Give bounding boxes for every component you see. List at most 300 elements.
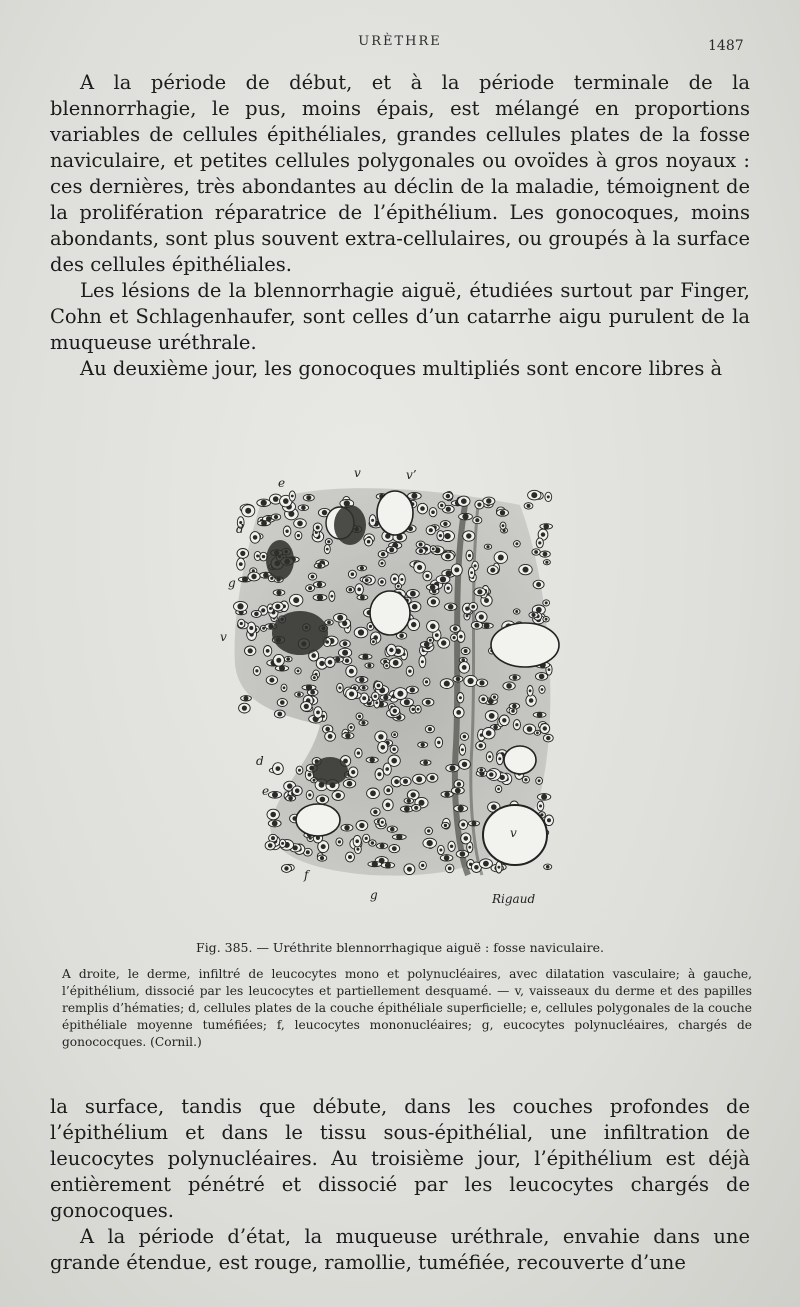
- cell-nucleus: [274, 515, 278, 519]
- cell-nucleus: [512, 675, 517, 680]
- cell-nucleus: [253, 535, 258, 540]
- cell-nucleus: [327, 540, 330, 543]
- cell-nucleus: [453, 636, 456, 639]
- cell-nucleus: [325, 727, 330, 732]
- cell-nucleus: [531, 492, 537, 498]
- paragraph-deuxieme-jour: Au deuxième jour, les gonocoques multipliés sont encore libres à: [80, 357, 723, 380]
- cell-nucleus: [456, 677, 461, 682]
- label-d-top: d: [236, 522, 244, 536]
- cell-nucleus: [419, 549, 423, 553]
- cell-nucleus: [335, 657, 340, 662]
- cell-nucleus: [361, 721, 365, 725]
- cell-nucleus: [423, 760, 428, 765]
- cell-nucleus: [471, 605, 475, 609]
- page-number: 1487: [708, 38, 744, 54]
- cell-nucleus: [385, 664, 388, 667]
- cell-nucleus: [426, 700, 431, 705]
- cell-nucleus: [448, 867, 452, 871]
- cell-nucleus: [397, 585, 400, 588]
- cell-nucleus: [385, 862, 391, 868]
- cell-nucleus: [538, 779, 541, 782]
- cell-nucleus: [427, 840, 433, 846]
- cell-nucleus: [547, 495, 550, 498]
- cell-nucleus: [311, 653, 316, 658]
- cell-nucleus: [545, 601, 548, 604]
- cell-nucleus: [390, 827, 395, 832]
- cell-nucleus: [477, 589, 482, 594]
- cell-nucleus: [262, 627, 265, 630]
- cell-nucleus: [351, 572, 355, 576]
- cell-nucleus: [310, 690, 315, 695]
- cell-nucleus: [359, 677, 364, 682]
- cell-nucleus: [410, 591, 416, 597]
- cell-nucleus: [317, 594, 323, 600]
- cell-nucleus: [394, 779, 399, 784]
- cell-nucleus: [445, 554, 451, 560]
- cell-nucleus: [381, 821, 384, 824]
- cell-nucleus: [311, 575, 315, 579]
- cell-nucleus: [256, 555, 259, 558]
- cell-nucleus: [306, 684, 312, 690]
- cell-nucleus: [386, 803, 391, 808]
- cell-nucleus: [419, 543, 423, 547]
- cell-nucleus: [284, 866, 288, 870]
- cell-nucleus: [410, 687, 415, 692]
- cell-nucleus: [271, 836, 275, 840]
- cell-nucleus: [459, 635, 463, 639]
- cell-nucleus: [283, 686, 286, 689]
- cell-nucleus: [545, 561, 548, 564]
- cell-nucleus: [276, 590, 281, 595]
- cell-nucleus: [242, 706, 247, 711]
- cell-nucleus: [254, 612, 259, 617]
- cell-nucleus: [338, 686, 341, 689]
- cell-nucleus: [268, 843, 273, 848]
- cell-nucleus: [277, 712, 282, 717]
- cell-nucleus: [240, 622, 243, 625]
- cell-nucleus: [316, 526, 320, 530]
- cell-nucleus: [389, 547, 394, 552]
- cell-nucleus: [462, 514, 468, 520]
- cell-nucleus: [527, 726, 533, 732]
- cell-nucleus: [349, 691, 354, 696]
- cell-nucleus: [502, 718, 506, 722]
- cell-nucleus: [297, 534, 300, 537]
- cell-nucleus: [529, 698, 534, 703]
- cell-nucleus: [459, 696, 462, 699]
- cell-nucleus: [261, 520, 267, 526]
- label-f: f: [304, 868, 309, 882]
- cell-nucleus: [255, 669, 258, 672]
- cell-nucleus: [462, 665, 467, 670]
- cell-nucleus: [515, 542, 518, 545]
- histology-drawing: [220, 465, 580, 915]
- cell-nucleus: [275, 604, 280, 609]
- cell-nucleus: [500, 510, 505, 515]
- cell-nucleus: [429, 528, 433, 532]
- cell-nucleus: [286, 657, 290, 661]
- cell-nucleus: [345, 659, 349, 663]
- cell-nucleus: [245, 508, 251, 514]
- cell-nucleus: [483, 861, 489, 867]
- cell-nucleus: [534, 550, 538, 554]
- cell-nucleus: [385, 767, 389, 771]
- cell-nucleus: [445, 533, 451, 539]
- cell-nucleus: [480, 768, 484, 772]
- label-d-bottom: d: [256, 754, 264, 768]
- cell-nucleus: [461, 498, 467, 504]
- cell-nucleus: [360, 595, 365, 600]
- cell-nucleus: [543, 524, 549, 530]
- cell-nucleus: [546, 736, 550, 740]
- cell-nucleus: [493, 696, 496, 699]
- cell-nucleus: [515, 723, 518, 726]
- cell-nucleus: [322, 510, 327, 515]
- cell-nucleus: [276, 658, 281, 663]
- cell-nucleus: [377, 684, 381, 688]
- cell-nucleus: [365, 578, 369, 582]
- cell-nucleus: [529, 689, 532, 692]
- cell-nucleus: [367, 540, 371, 544]
- cell-nucleus: [444, 824, 447, 827]
- cell-nucleus: [263, 572, 269, 578]
- cell-nucleus: [479, 744, 483, 748]
- cell-nucleus: [272, 821, 278, 827]
- cell-nucleus: [539, 674, 545, 680]
- cell-nucleus: [468, 846, 471, 849]
- cell-nucleus: [338, 840, 341, 843]
- cell-nucleus: [350, 726, 353, 729]
- cell-nucleus: [464, 649, 468, 653]
- cell-nucleus: [357, 751, 360, 754]
- cell-nucleus: [291, 495, 294, 498]
- cell-nucleus: [444, 792, 449, 797]
- cell-nucleus: [538, 541, 541, 544]
- cell-nucleus: [491, 804, 497, 810]
- cell-nucleus: [420, 506, 425, 511]
- cell-nucleus: [474, 865, 479, 870]
- cell-nucleus: [498, 757, 501, 760]
- cell-nucleus: [431, 599, 436, 604]
- label-e-bottom: e: [262, 784, 270, 798]
- label-v-top: v: [354, 466, 361, 480]
- cell-nucleus: [536, 607, 542, 613]
- cell-nucleus: [281, 842, 284, 845]
- cell-nucleus: [357, 588, 361, 592]
- cell-nucleus: [411, 493, 417, 499]
- histology-figure: [220, 465, 580, 915]
- cell-nucleus: [397, 691, 403, 697]
- cell-nucleus: [439, 849, 442, 852]
- cell-nucleus: [428, 727, 432, 731]
- cell-nucleus: [272, 792, 278, 798]
- cell-nucleus: [326, 548, 329, 551]
- cell-nucleus: [493, 725, 498, 730]
- cell-nucleus: [474, 564, 477, 567]
- cell-nucleus: [360, 566, 364, 570]
- cell-nucleus: [266, 649, 270, 653]
- cell-nucleus: [479, 680, 484, 685]
- cell-nucleus: [392, 748, 396, 752]
- cell-nucleus: [463, 735, 467, 739]
- cell-nucleus: [427, 829, 430, 832]
- cell-nucleus: [337, 615, 343, 621]
- cell-nucleus: [460, 851, 466, 857]
- cell-nucleus: [439, 534, 442, 537]
- cell-nucleus: [498, 866, 501, 869]
- cell-nucleus: [373, 810, 377, 814]
- cell-nucleus: [484, 623, 490, 629]
- cell-nucleus: [351, 770, 355, 774]
- cell-nucleus: [393, 577, 397, 581]
- cell-nucleus: [273, 496, 279, 502]
- cell-nucleus: [531, 613, 535, 617]
- cell-nucleus: [486, 545, 489, 548]
- cell-nucleus: [383, 695, 388, 700]
- cell-nucleus: [386, 788, 390, 792]
- cell-nucleus: [308, 773, 312, 777]
- cell-nucleus: [370, 790, 376, 796]
- cell-nucleus: [512, 704, 517, 709]
- cell-nucleus: [345, 733, 350, 738]
- cell-nucleus: [412, 708, 415, 711]
- cell-nucleus: [320, 856, 324, 860]
- cell-nucleus: [371, 519, 374, 522]
- paragraph-surface: la surface, tandis que débute, dans les couches profondes de l’épithélium et dans le tissu sous-épithélial, une infiltration de leucocytes polynucléaires. Au troisième jour, l’épithélium est déjà entièrement pénétré et dissocié par les leucocytes chargés de gonocoques.: [50, 1095, 750, 1222]
- cell-nucleus: [316, 711, 320, 715]
- cell-nucleus: [446, 494, 450, 498]
- cell-nucleus: [511, 709, 515, 713]
- text-block-top: [50, 70, 750, 382]
- cell-nucleus: [407, 867, 412, 872]
- cell-nucleus: [497, 788, 500, 791]
- cell-nucleus: [527, 504, 531, 508]
- cell-nucleus: [306, 495, 311, 500]
- cell-nucleus: [454, 567, 459, 572]
- cell-nucleus: [280, 700, 285, 705]
- cell-nucleus: [391, 758, 397, 764]
- cell-nucleus: [362, 696, 366, 700]
- cell-nucleus: [320, 797, 326, 803]
- cell-nucleus: [392, 846, 397, 851]
- cell-nucleus: [541, 688, 544, 691]
- cell-nucleus: [365, 837, 368, 840]
- cell-nucleus: [404, 806, 410, 812]
- cell-nucleus: [378, 734, 383, 739]
- cell-nucleus: [430, 624, 436, 630]
- label-v-left: v: [220, 630, 227, 644]
- cell-nucleus: [545, 618, 548, 621]
- cell-nucleus: [328, 734, 333, 739]
- cell-nucleus: [251, 574, 256, 579]
- cell-nucleus: [327, 621, 331, 625]
- cell-nucleus: [453, 626, 458, 631]
- paragraph-periode-etat: A la période d’état, la muqueuse uréthrale, envahie dans une grande étendue, est rouge, ramollie, tuméfiée, recouverte d’une: [50, 1225, 750, 1274]
- cell-nucleus: [389, 648, 393, 652]
- cell-nucleus: [539, 805, 542, 808]
- cell-nucleus: [362, 654, 368, 660]
- cell-nucleus: [546, 865, 550, 869]
- cell-nucleus: [541, 794, 547, 800]
- cell-nucleus: [380, 843, 385, 848]
- paragraph-lesions: Les lésions de la blennorrhagie aiguë, étudiées surtout par Finger, Cohn et Schlagenhaufer, sont celles d’un catarrhe aigu purulent de la muqueuse uréthrale.: [50, 279, 750, 354]
- running-title: URÈTHRE: [358, 34, 442, 49]
- figure-caption-title: Fig. 385. — Uréthrite blennorrhagique aiguë : fosse naviculaire.: [196, 940, 604, 955]
- cell-nucleus: [371, 841, 374, 844]
- cell-nucleus: [381, 562, 384, 565]
- cell-nucleus: [440, 576, 446, 582]
- cell-nucleus: [417, 565, 422, 570]
- cell-nucleus: [297, 693, 301, 697]
- cell-nucleus: [237, 603, 243, 609]
- label-g-bottom: g: [370, 888, 378, 902]
- cell-nucleus: [457, 782, 461, 786]
- cell-nucleus: [474, 623, 479, 628]
- cell-nucleus: [486, 498, 491, 503]
- cell-nucleus: [407, 799, 411, 803]
- cell-nucleus: [524, 778, 527, 781]
- paragraph-pus: A la période de début, et à la période terminale de la blennorrhagie, le pus, moins épais, est mélangé en proportions variables de cellules épithéliales, grandes cellules plates de la fosse naviculaire, et petites cellules polygonales ou ovoïdes à gros noyaux : ces dernières, très abondantes au déclin de la maladie, témoignent de la prolifération réparatrice de l’épithélium. Les gonocoques, moins abondants, sont plus souvent extra-cellulaires, ou groupés à la surface des cellules épithéliales.: [50, 71, 750, 276]
- cell-nucleus: [359, 823, 364, 828]
- cell-nucleus: [543, 552, 548, 557]
- cell-nucleus: [298, 769, 301, 772]
- cell-nucleus: [479, 614, 484, 619]
- cell-nucleus: [461, 748, 464, 751]
- cell-nucleus: [481, 697, 485, 701]
- cell-nucleus: [249, 626, 253, 630]
- cell-nucleus: [308, 793, 311, 796]
- cell-nucleus: [404, 699, 410, 705]
- cell-nucleus: [301, 505, 306, 510]
- label-g-left: g: [228, 576, 236, 590]
- cell-nucleus: [461, 823, 465, 827]
- cell-nucleus: [515, 610, 518, 613]
- cell-nucleus: [374, 695, 377, 698]
- cell-nucleus: [502, 524, 505, 527]
- cell-nucleus: [448, 604, 454, 610]
- cell-nucleus: [283, 498, 289, 504]
- cell-nucleus: [393, 709, 397, 713]
- cell-nucleus: [375, 701, 378, 704]
- cell-nucleus: [432, 548, 435, 551]
- cell-nucleus: [372, 640, 375, 643]
- cell-nucleus: [355, 839, 359, 843]
- cell-nucleus: [441, 640, 446, 645]
- cell-nucleus: [412, 604, 418, 610]
- cell-nucleus: [240, 551, 245, 556]
- cell-nucleus: [356, 848, 359, 851]
- cell-nucleus: [506, 683, 512, 689]
- cell-nucleus: [270, 812, 276, 818]
- cell-nucleus: [421, 743, 425, 747]
- cell-nucleus: [447, 587, 450, 590]
- cell-nucleus: [370, 757, 375, 762]
- cell-nucleus: [276, 766, 281, 771]
- cell-nucleus: [242, 576, 248, 582]
- cell-nucleus: [343, 641, 348, 646]
- cell-nucleus: [475, 518, 479, 522]
- cell-nucleus: [399, 633, 404, 638]
- cell-nucleus: [304, 704, 309, 709]
- text-block-bottom: [50, 1094, 750, 1276]
- cell-nucleus: [248, 648, 253, 653]
- cell-nucleus: [430, 584, 436, 590]
- cell-nucleus: [489, 772, 493, 776]
- cell-nucleus: [458, 805, 464, 811]
- cell-nucleus: [435, 633, 439, 637]
- cell-nucleus: [464, 836, 469, 841]
- cell-nucleus: [400, 578, 403, 581]
- cell-nucleus: [498, 555, 504, 561]
- cell-nucleus: [425, 680, 428, 683]
- cell-nucleus: [377, 772, 381, 776]
- cell-nucleus: [295, 788, 300, 793]
- cell-nucleus: [489, 713, 495, 719]
- cell-nucleus: [396, 834, 402, 840]
- cell-nucleus: [297, 670, 300, 673]
- cell-nucleus: [421, 864, 424, 867]
- cell-nucleus: [293, 597, 299, 603]
- cell-nucleus: [523, 567, 529, 573]
- cell-nucleus: [470, 571, 473, 574]
- cell-nucleus: [416, 776, 422, 782]
- cell-nucleus: [425, 574, 429, 578]
- cell-nucleus: [543, 726, 547, 730]
- cell-nucleus: [297, 521, 303, 527]
- cell-nucleus: [417, 708, 420, 711]
- cell-nucleus: [244, 696, 249, 701]
- cell-nucleus: [536, 582, 541, 587]
- cell-nucleus: [285, 530, 288, 533]
- cell-nucleus: [381, 552, 385, 556]
- cell-nucleus: [408, 670, 411, 673]
- cell-nucleus: [488, 755, 491, 758]
- cell-nucleus: [261, 500, 267, 506]
- cell-nucleus: [444, 681, 450, 687]
- cell-nucleus: [393, 733, 396, 736]
- cell-nucleus: [317, 563, 322, 568]
- cell-nucleus: [456, 710, 461, 715]
- cell-nucleus: [287, 783, 292, 788]
- cell-nucleus: [437, 741, 440, 744]
- cell-nucleus: [484, 598, 489, 603]
- cell-nucleus: [313, 779, 316, 782]
- cell-nucleus: [239, 562, 243, 566]
- label-e-top: e: [278, 476, 286, 490]
- cell-nucleus: [288, 796, 293, 801]
- cell-nucleus: [313, 676, 316, 679]
- cell-nucleus: [411, 792, 416, 797]
- cell-nucleus: [335, 793, 341, 799]
- cell-nucleus: [440, 504, 443, 507]
- cell-nucleus: [414, 806, 418, 810]
- cell-nucleus: [450, 765, 456, 771]
- cell-nucleus: [362, 686, 366, 690]
- cell-nucleus: [349, 669, 354, 674]
- cell-nucleus: [381, 745, 386, 750]
- cell-nucleus: [347, 781, 353, 787]
- cell-nucleus: [393, 660, 399, 666]
- cell-nucleus: [319, 661, 324, 666]
- cell-nucleus: [348, 855, 352, 859]
- cell-nucleus: [269, 678, 274, 683]
- cell-nucleus: [349, 588, 353, 592]
- cell-nucleus: [372, 861, 378, 867]
- cell-nucleus: [431, 510, 435, 514]
- cell-nucleus: [317, 582, 322, 587]
- cell-nucleus: [490, 568, 495, 573]
- cell-nucleus: [466, 533, 471, 538]
